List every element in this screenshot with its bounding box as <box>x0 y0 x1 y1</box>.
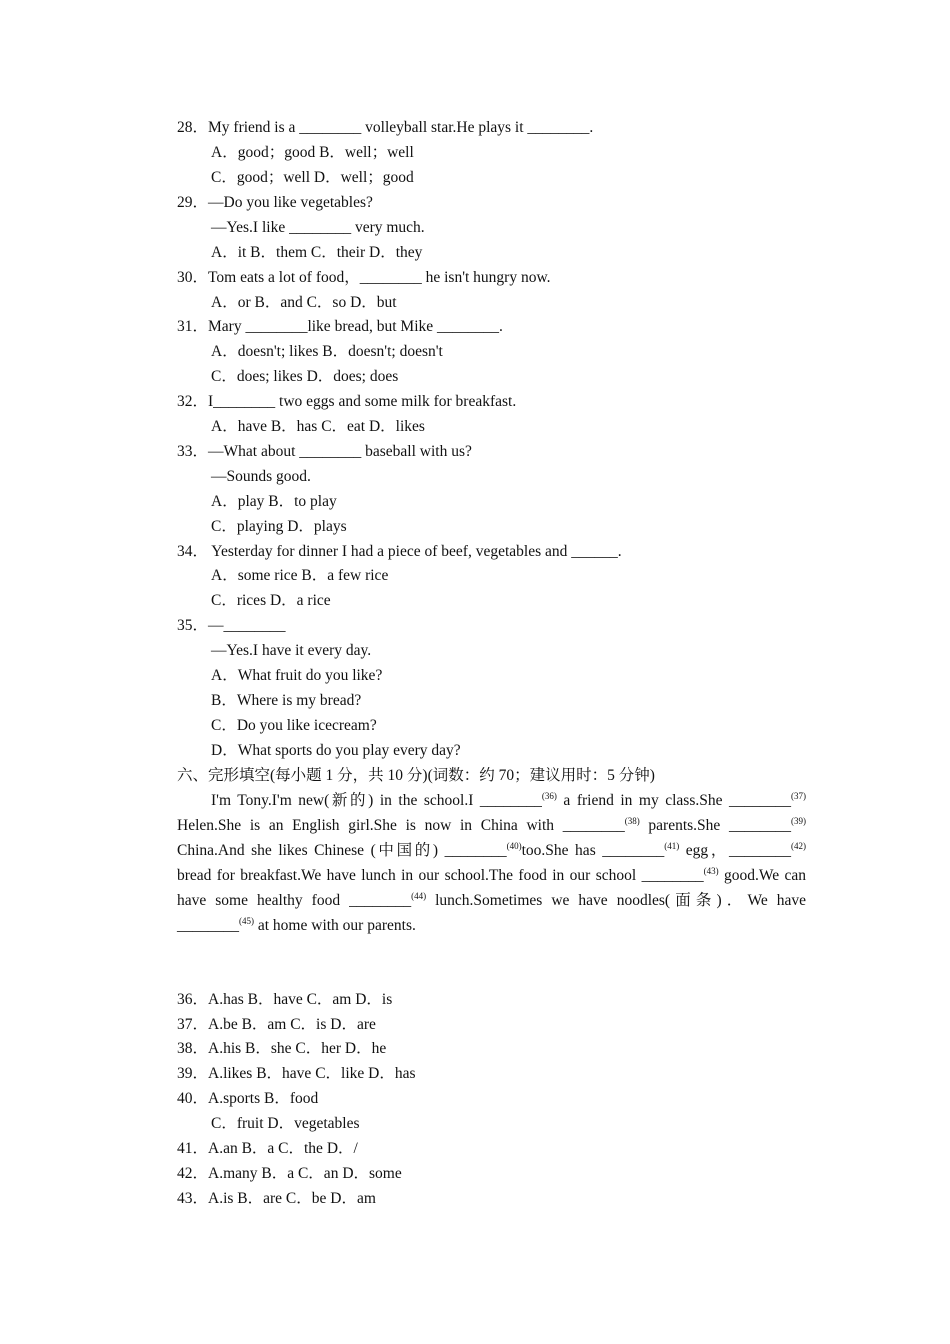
question-line: A．What fruit do you like? <box>211 667 383 684</box>
blank-number: (40) <box>506 841 522 851</box>
blank-number: (45) <box>239 916 254 926</box>
question-line: A．or B．and C．so D．but <box>211 294 397 311</box>
question-line: 34． Yesterday for dinner I had a piece of beef, vegetables and ______. <box>177 543 622 560</box>
question-line: 31．Mary ________like bread, but Mike ________. <box>177 318 503 335</box>
blank-number: (36) <box>541 791 557 801</box>
question-line: B．Where is my bread? <box>211 692 362 709</box>
passage-text: Helen.She is an English girl.She is now in China with ________ <box>177 817 625 834</box>
blank-number: (44) <box>411 891 427 901</box>
question-line: D．What sports do you play every day? <box>211 742 461 759</box>
blank-number: (42) <box>791 841 806 851</box>
question-line: 35．—________ <box>177 617 286 634</box>
question-line: C．rices D．a rice <box>211 592 331 609</box>
question-line: A．some rice B．a few rice <box>211 567 389 584</box>
passage-text: too.She has ________ <box>521 842 665 859</box>
cloze-passage <box>177 788 806 938</box>
question-line: —Yes.I like ________ very much. <box>211 219 425 236</box>
question-line: C．Do you like icecream? <box>211 717 377 734</box>
question-line: A．it B．them C．their D．they <box>211 244 423 261</box>
question-line: A．have B．has C．eat D．likes <box>211 418 425 435</box>
question-line: A．good；good B．well；well <box>211 144 414 161</box>
question-line: C．does; likes D．does; does <box>211 368 399 385</box>
question-line: A．doesn't; likes B．doesn't; doesn't <box>211 343 443 360</box>
question-line: —Sounds good. <box>211 468 311 485</box>
passage-text: at home with our parents. <box>254 917 416 934</box>
answer-option-line: 42．A.many B．a C．an D．some <box>177 1165 402 1182</box>
blank-number: (37) <box>791 791 807 801</box>
passage-text: bread for breakfast.We have lunch in our school.The food in our school ________ <box>177 867 704 884</box>
blank-number: (38) <box>624 816 640 826</box>
answer-option-line: C．fruit D．vegetables <box>211 1115 360 1132</box>
blank-number: (41) <box>664 841 680 851</box>
passage-text: egg，________ <box>679 842 791 859</box>
question-line: 28．My friend is a ________ volleyball star.He plays it ________. <box>177 119 594 136</box>
answer-option-line: 36．A.has B．have C．am D．is <box>177 991 393 1008</box>
passage-text: good.We can have some healthy food ________ <box>177 867 807 909</box>
passage-text: a friend in my class.She ________ <box>556 792 792 809</box>
question-line: —Yes.I have it every day. <box>211 642 372 659</box>
blank-number: (39) <box>791 816 806 826</box>
answer-option-line: 39．A.likes B．have C．like D．has <box>177 1065 416 1082</box>
question-line: 32．I________ two eggs and some milk for breakfast. <box>177 393 517 410</box>
passage-text: parents.She ________ <box>639 817 791 834</box>
question-line: 33．—What about ________ baseball with us? <box>177 443 472 460</box>
answer-option-line: 40．A.sports B．food <box>177 1090 319 1107</box>
question-line: C．playing D．plays <box>211 518 347 535</box>
blank-number: (43) <box>703 866 719 876</box>
question-line: A．play B．to play <box>211 493 337 510</box>
question-line: 30．Tom eats a lot of food，________ he isn't hungry now. <box>177 269 551 286</box>
passage-text: I'm Tony.I'm new(新的) in the school.I ________ <box>211 792 542 809</box>
answer-option-line: 37．A.be B．am C．is D．are <box>177 1016 376 1033</box>
answer-option-line: 43．A.is B．are C．be D．am <box>177 1190 376 1207</box>
passage-text: lunch.Sometimes we have noodles(面条)．We have ________ <box>177 892 806 934</box>
answer-option-line: 41．A.an B．a C．the D．/ <box>177 1140 358 1157</box>
question-line: 六、完形填空(每小题 1 分，共 10 分)(词数：约 70；建议用时：5 分钟) <box>177 767 655 784</box>
question-line: C．good；well D．well；good <box>211 169 414 186</box>
answer-option-line: 38．A.his B．she C．her D．he <box>177 1040 387 1057</box>
question-line: 29．—Do you like vegetables? <box>177 194 373 211</box>
passage-text: China.And she likes Chinese (中国的) ________ <box>177 842 507 859</box>
